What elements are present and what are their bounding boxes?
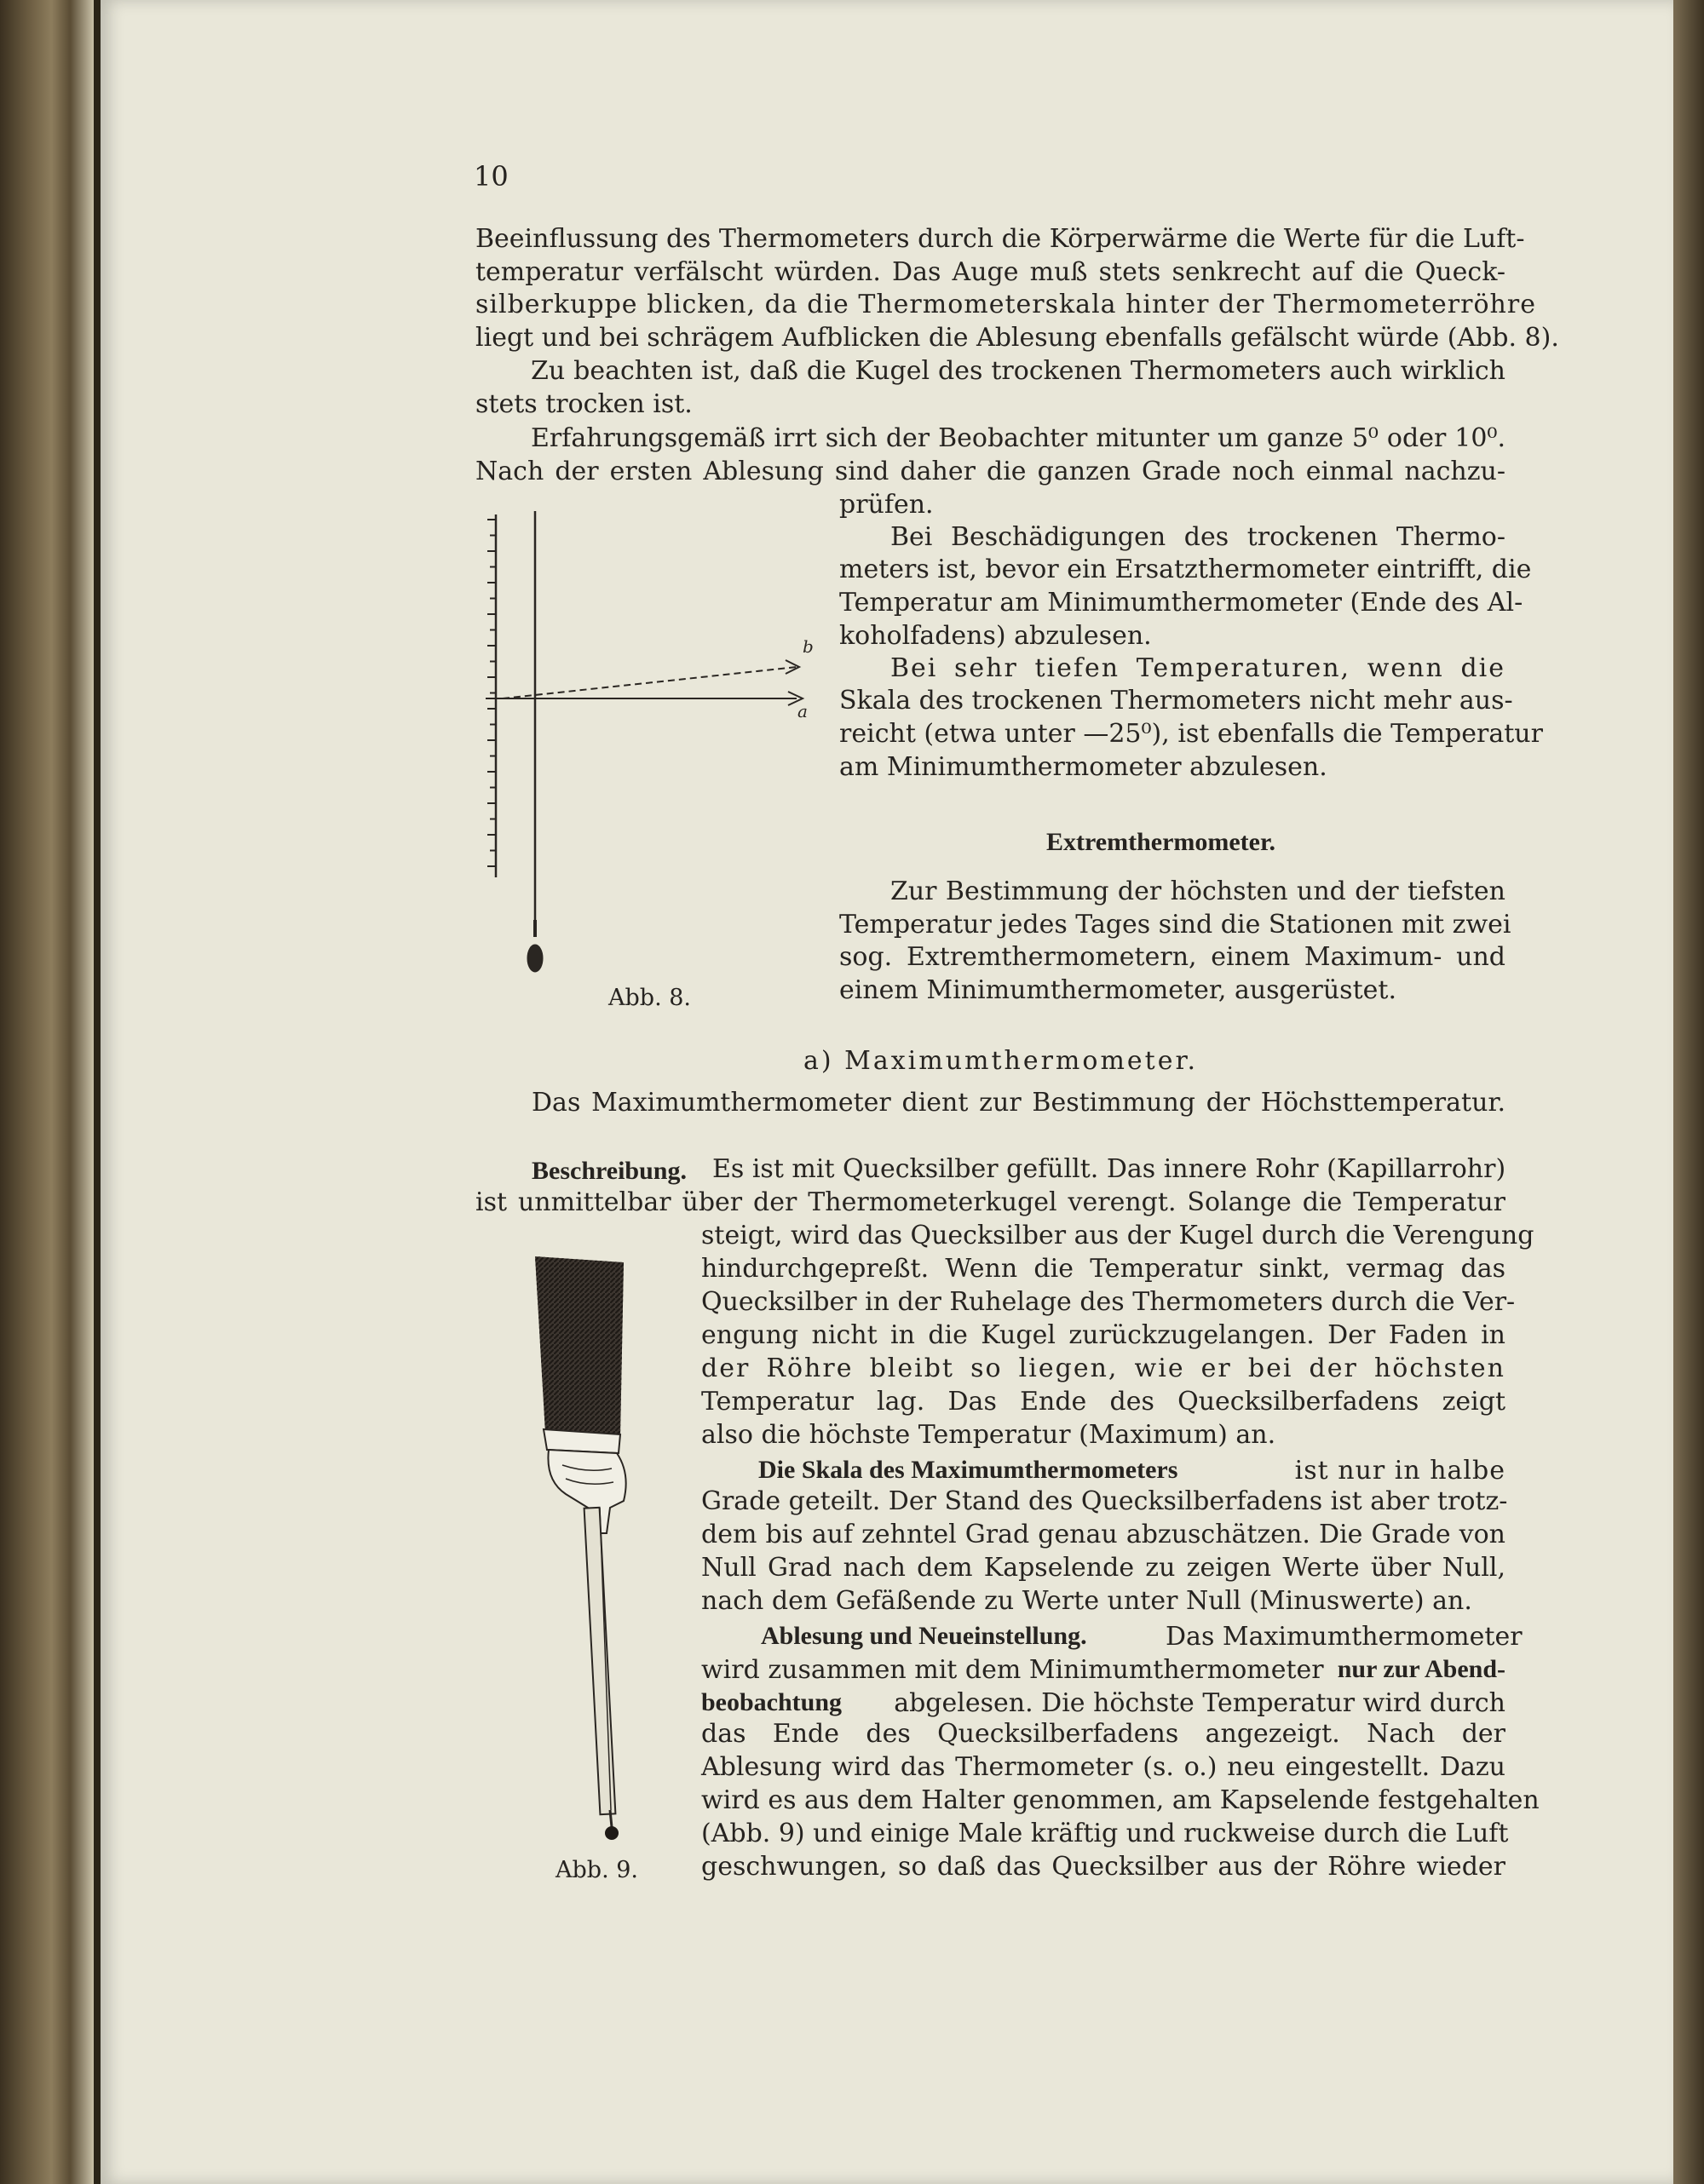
- text-line: Temperatur am Minimumthermometer (Ende des Al-: [839, 588, 1523, 618]
- text-line: Temperatur lag. Das Ende des Quecksilberfadens zeigt: [701, 1387, 1505, 1417]
- text-line: liegt und bei schrägem Aufblicken die Ablesung ebenfalls gefälscht würde (Abb. 8).: [475, 323, 1559, 353]
- text-line: Das Maximumthermometer dient zur Bestimmung der Höchsttemperatur.: [532, 1088, 1505, 1118]
- text-line: Nach der ersten Ablesung sind daher die ganzen Grade noch einmal nachzu-: [475, 457, 1505, 486]
- text-line: hindurchgepreßt. Wenn die Temperatur sinkt, vermag das: [701, 1254, 1505, 1284]
- text-line: abgelesen. Die höchste Temperatur wird durch: [894, 1688, 1505, 1718]
- text-line: prüfen.: [839, 490, 934, 520]
- text-line: Skala des trockenen Thermometers nicht mehr aus-: [839, 686, 1513, 716]
- text-line: Zu beachten ist, daß die Kugel des trockenen Thermometers auch wirklich: [531, 356, 1505, 386]
- text-line: dem bis auf zehntel Grad genau abzuschätzen. Die Grade von: [701, 1520, 1505, 1549]
- text-line: geschwungen, so daß das Quecksilber aus der Röhre wieder: [701, 1852, 1505, 1882]
- emphasis-text: beobachtung: [701, 1688, 843, 1716]
- run-in-heading: Beschreibung.: [532, 1157, 687, 1185]
- text-line: koholfadens) abzulesen.: [839, 621, 1152, 651]
- text-line: (Abb. 9) und einige Male kräftig und ruckweise durch die Luft: [701, 1819, 1509, 1848]
- subsection-heading: a) Maximumthermometer.: [803, 1046, 1199, 1076]
- figure-label-a: a: [797, 701, 808, 721]
- text-line: Erfahrungsgemäß irrt sich der Beobachter mitunter um ganze 5⁰ oder 10⁰.: [531, 423, 1505, 453]
- figure-label-b: b: [803, 636, 814, 657]
- text-line: Null Grad nach dem Kapselende zu zeigen Werte über Null,: [701, 1553, 1505, 1583]
- section-heading: Extremthermometer.: [1046, 828, 1276, 856]
- text-line: also die höchste Temperatur (Maximum) an.: [701, 1420, 1276, 1450]
- text-line: reicht (etwa unter —25⁰), ist ebenfalls die Temperatur: [839, 719, 1543, 749]
- text-line: steigt, wird das Quecksilber aus der Kugel durch die Verengung: [701, 1221, 1534, 1250]
- text-line: Grade geteilt. Der Stand des Quecksilberfadens ist aber trotz-: [701, 1486, 1508, 1516]
- run-in-heading: Ablesung und Neueinstellung.: [761, 1622, 1087, 1650]
- text-line: sog. Extremthermometern, einem Maximum- und: [839, 942, 1505, 972]
- text-line: engung nicht in die Kugel zurückzugelangen. Der Faden in: [701, 1320, 1505, 1350]
- text-line: Quecksilber in der Ruhelage des Thermometers durch die Ver-: [701, 1287, 1516, 1317]
- text-line: silberkuppe blicken, da die Thermometerskala hinter der Thermometerröhre: [475, 290, 1536, 319]
- text-line: wird zusammen mit dem Minimumthermometer: [701, 1655, 1324, 1685]
- text-line: einem Minimumthermometer, ausgerüstet.: [839, 975, 1396, 1005]
- text-line: ist nur in halbe: [1294, 1456, 1505, 1486]
- book-edge-right: [1673, 0, 1704, 2184]
- text-line: Bei Beschädigungen des trockenen Thermo-: [890, 522, 1505, 552]
- figure-8-diagram: [486, 511, 826, 988]
- text-line: meters ist, bevor ein Ersatzthermometer eintrifft, die: [839, 555, 1532, 584]
- text-line: Ablesung wird das Thermometer (s. o.) neu eingestellt. Dazu: [701, 1752, 1505, 1782]
- text-line: Bei sehr tiefen Temperaturen, wenn die: [890, 653, 1505, 683]
- text-line: temperatur verfälscht würden. Das Auge muß stets senkrecht auf die Queck-: [475, 257, 1505, 287]
- text-line: wird es aus dem Halter genommen, am Kapselende festgehalten: [701, 1785, 1540, 1815]
- page-number: 10: [474, 160, 509, 193]
- text-line: stets trocken ist.: [475, 389, 693, 419]
- text-line: Es ist mit Quecksilber gefüllt. Das innere Rohr (Kapillarrohr): [712, 1154, 1506, 1184]
- text-line: ist unmittelbar über der Thermometerkugel verengt. Solange die Temperatur: [475, 1187, 1505, 1217]
- figure-caption: Abb. 8.: [608, 985, 691, 1011]
- text-line: Zur Bestimmung der höchsten und der tiefsten: [890, 876, 1505, 906]
- run-in-heading: Die Skala des Maximumthermometers: [758, 1456, 1178, 1484]
- text-line: Temperatur jedes Tages sind die Stationen mit zwei: [839, 910, 1511, 940]
- figure-caption: Abb. 9.: [556, 1857, 638, 1883]
- text-line: am Minimumthermometer abzulesen.: [839, 752, 1327, 782]
- text-line: der Röhre bleibt so liegen, wie er bei der höchsten: [701, 1354, 1505, 1383]
- figure-9-illustration: [528, 1252, 648, 1848]
- text-line: Das Maximumthermometer: [1166, 1622, 1523, 1652]
- text-line: nach dem Gefäßende zu Werte unter Null (Minuswerte) an.: [701, 1586, 1472, 1616]
- book-edge-left: [0, 0, 94, 2184]
- text-line: Beeinflussung des Thermometers durch die Körperwärme die Werte für die Luft-: [475, 224, 1525, 254]
- emphasis-text: nur zur Abend-: [1337, 1655, 1505, 1683]
- text-line: das Ende des Quecksilberfadens angezeigt. Nach der: [701, 1719, 1505, 1749]
